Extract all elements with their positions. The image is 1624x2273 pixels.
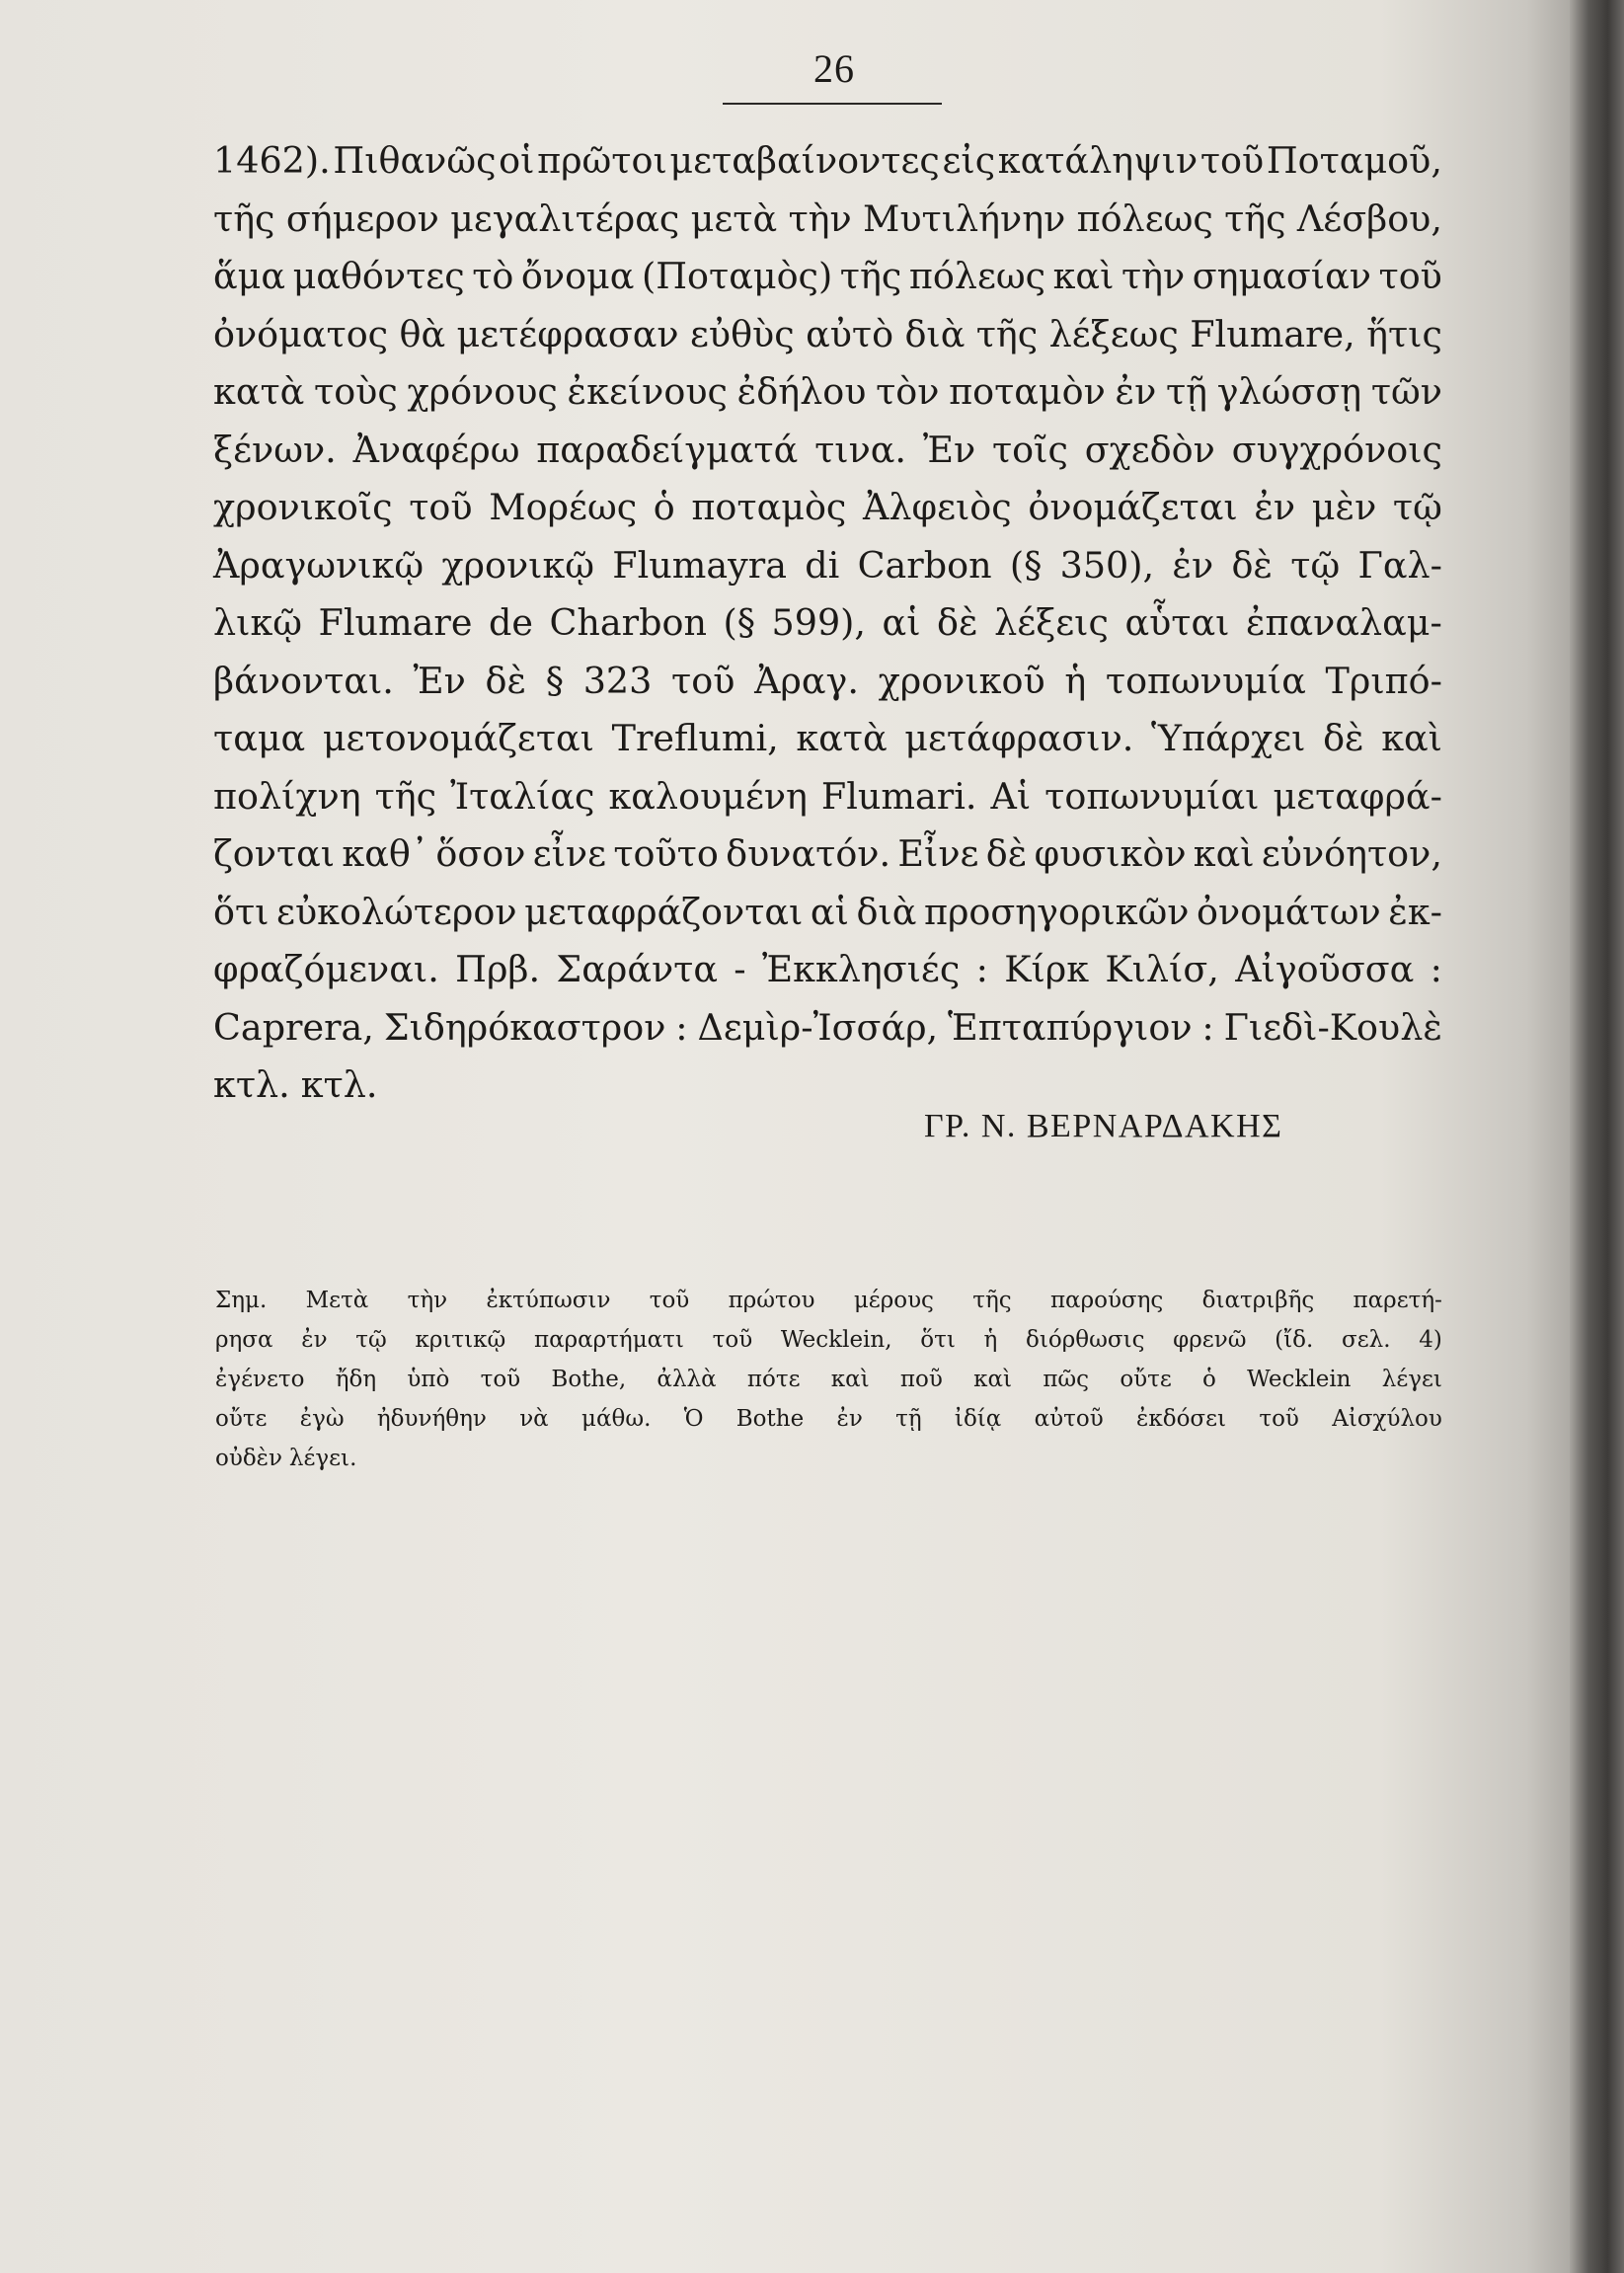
word: ἠδυνήθην	[376, 1406, 487, 1432]
word: δὲ	[937, 601, 978, 644]
word: τοῖς	[991, 428, 1068, 471]
word: μεταφράζονται	[524, 890, 804, 933]
word: χρονικῷ	[441, 543, 595, 587]
word: νὰ	[519, 1406, 549, 1432]
text-line	[213, 191, 1442, 249]
book-spine-shadow	[1570, 0, 1624, 2273]
word: τοπωνυμίαι	[1044, 774, 1260, 818]
word: :	[1430, 948, 1442, 990]
word: χρόνους	[407, 370, 558, 413]
word: διόρθωσις	[1026, 1327, 1145, 1353]
text-line	[213, 594, 1442, 653]
word: κατάληψιν	[997, 139, 1199, 182]
word: τὴν	[788, 196, 852, 240]
word: θὰ	[399, 312, 446, 355]
word: Ἀραγ.	[754, 659, 859, 702]
word: χρονικοῖς	[213, 486, 393, 528]
word: τοῦ	[1259, 1406, 1299, 1432]
word: ἐγὼ	[299, 1406, 345, 1432]
word: πόλεως	[1076, 196, 1213, 240]
word: ἐν	[1254, 486, 1296, 528]
word: (§	[723, 601, 755, 644]
word: διὰ	[856, 890, 917, 933]
word: τοῦ	[649, 1288, 690, 1313]
word: Ποταμοῦ,	[1266, 139, 1442, 182]
word: τοὺς	[314, 370, 398, 413]
word: πρώτου	[728, 1288, 815, 1313]
word: Ἰταλίας	[450, 774, 595, 818]
word: μετὰ	[690, 196, 778, 240]
word: αὐτοῦ	[1034, 1406, 1104, 1432]
word: Πρβ.	[455, 948, 541, 990]
word: τοῦ	[1199, 139, 1265, 182]
word: γλώσσῃ	[1216, 370, 1362, 413]
word: Treflumi,	[611, 717, 779, 759]
word: μέρους	[853, 1288, 934, 1313]
word: Μυτιλήνην	[862, 196, 1066, 240]
word: 1462).	[213, 139, 331, 182]
word: μετέφρασαν	[456, 312, 679, 355]
page-number: 26	[813, 46, 855, 91]
word: εἶνε	[532, 832, 607, 875]
word: Ὑπάρχει	[1150, 717, 1306, 759]
word: (§	[1009, 543, 1043, 587]
word: ὀνομάζεται	[1028, 486, 1238, 528]
word: τοῦ	[1378, 255, 1442, 297]
text-line	[213, 653, 1442, 711]
word: ἤδη	[335, 1367, 377, 1392]
word: λέξεις	[994, 601, 1109, 644]
word: τὴν	[1121, 255, 1186, 297]
word: μεγαλιτέρας	[450, 196, 680, 240]
word: τὸν	[876, 370, 940, 413]
word: δὲ	[985, 832, 1028, 875]
word: κατὰ	[213, 370, 305, 413]
word: ὅσον	[435, 832, 526, 875]
word: αὐτὸ	[806, 312, 894, 355]
word: μετάφρασιν.	[904, 717, 1134, 759]
word: καθ᾽	[342, 832, 429, 875]
word: 599),	[771, 601, 867, 644]
word: δὲ	[1231, 543, 1273, 587]
word: ὑπὸ	[407, 1367, 450, 1392]
word: de	[489, 601, 533, 644]
footnote-line	[215, 1399, 1442, 1439]
text-line	[213, 537, 1442, 595]
word: ρησα	[215, 1327, 273, 1353]
word: λικῷ	[213, 601, 303, 644]
word: 4)	[1419, 1327, 1442, 1353]
text-line	[213, 363, 1442, 422]
word: προσηγορικῶν	[923, 890, 1190, 933]
word: τῆς	[839, 255, 902, 297]
word: ὁ	[1202, 1367, 1216, 1392]
word: καὶ	[973, 1367, 1013, 1392]
word: εὐθὺς	[689, 312, 795, 355]
word: τὴν	[407, 1288, 448, 1313]
word: φρενῶ	[1173, 1327, 1247, 1353]
word: οὔτε	[1120, 1367, 1172, 1392]
word: ποῦ	[899, 1367, 943, 1392]
word: σημασίαν	[1192, 255, 1371, 297]
word: Γαλ-	[1357, 543, 1442, 587]
word: μετονομάζεται	[322, 717, 594, 759]
word: κατὰ	[796, 717, 888, 759]
text-line	[213, 941, 1442, 999]
text-line	[213, 1057, 1442, 1115]
footnote-line	[215, 1439, 1442, 1478]
word: ἥτις	[1366, 312, 1442, 355]
text-line	[213, 999, 1442, 1058]
word: 350),	[1059, 543, 1155, 587]
word: Ἐν	[922, 428, 976, 471]
word: τῆς	[972, 1288, 1012, 1313]
word: τοῦ	[671, 659, 735, 702]
text-line	[213, 306, 1442, 364]
word: :	[675, 1005, 688, 1049]
word: Μορέως	[489, 486, 638, 528]
word: ὅτι	[920, 1327, 956, 1353]
word: τῷ	[355, 1327, 387, 1353]
footnote-line	[215, 1281, 1442, 1320]
word: ἰδίᾳ	[954, 1406, 1002, 1432]
word: ἡ	[1064, 659, 1087, 702]
word: αἱ	[882, 601, 921, 644]
word: βάνονται.	[213, 659, 394, 702]
word: Wecklein	[1247, 1367, 1352, 1392]
word: ἐν	[836, 1406, 863, 1432]
word: τῇ	[895, 1406, 922, 1432]
word: ὁ	[653, 486, 675, 528]
text-line	[213, 422, 1442, 480]
text-line	[213, 248, 1442, 306]
word: ἐγένετο	[215, 1367, 305, 1392]
word: τοῦ	[712, 1327, 753, 1353]
word: Κιλίσ,	[1105, 948, 1219, 990]
word: τῷ	[1392, 486, 1442, 528]
word: Τριπό-	[1325, 659, 1442, 702]
word: μεταφρά-	[1273, 774, 1442, 818]
word: Κίρκ	[1004, 948, 1090, 990]
word: ἐν	[1172, 543, 1214, 587]
word: πρῶτοι	[537, 139, 667, 182]
word: τῇ	[1165, 370, 1208, 413]
word: τῆς	[213, 196, 275, 240]
word: Ἐκκλησιές	[761, 948, 961, 990]
word: μὲν	[1311, 486, 1377, 528]
word: Ἀναφέρω	[352, 428, 520, 471]
author-signature: ΓΡ. Ν. ΒΕΡΝΑΡΔΑΚΗΣ	[924, 1108, 1283, 1144]
word: οὐδὲν	[215, 1446, 283, 1471]
word: εὐκολώτερον	[276, 890, 517, 933]
word: καὶ	[1381, 717, 1442, 759]
word: παραδείγματά	[536, 428, 799, 471]
word: Carbon	[857, 543, 992, 587]
word: τοῦ	[409, 486, 473, 528]
word: πότε	[746, 1367, 801, 1392]
word: κτλ.	[300, 1063, 378, 1106]
word: μάθω.	[581, 1406, 652, 1432]
word: τοῦ	[480, 1367, 521, 1392]
word: Bothe	[735, 1406, 805, 1432]
word: ποταμὸς	[691, 486, 847, 528]
word: δυνατόν.	[726, 832, 891, 875]
word: Charbon	[549, 601, 707, 644]
word: -	[734, 948, 746, 990]
word: Αἰσχύλου	[1332, 1406, 1442, 1432]
word: τὸ	[472, 255, 514, 297]
word: παραρτήματι	[533, 1327, 684, 1353]
word: Caprera,	[213, 1005, 374, 1049]
word: τῆς	[975, 312, 1039, 355]
word: :	[975, 948, 988, 990]
word: ξένων.	[213, 428, 337, 471]
word: ἐκτύπωσιν	[486, 1288, 611, 1313]
word: αἱ	[810, 890, 849, 933]
footnote-line	[215, 1320, 1442, 1360]
word: εἰς	[942, 139, 996, 182]
word: διὰ	[904, 312, 966, 355]
word: Ἀραγωνικῷ	[213, 543, 425, 587]
body-text	[213, 132, 1442, 1115]
word: Flumare	[318, 601, 473, 644]
word: ἐπαναλαμ-	[1245, 601, 1442, 644]
word: εὐνόητον,	[1261, 832, 1442, 875]
word: Μετὰ	[305, 1288, 369, 1313]
word: μεταβαίνοντες	[669, 139, 940, 182]
word: Εἶνε	[897, 832, 979, 875]
word: παρούσης	[1049, 1288, 1164, 1313]
word: τινα.	[814, 428, 907, 471]
text-line	[213, 884, 1442, 942]
word: ἀλλὰ	[657, 1367, 717, 1392]
word: ὄνομα	[520, 255, 635, 297]
word: Flumari.	[820, 774, 977, 818]
word: :	[1201, 1005, 1214, 1049]
word: καὶ	[1193, 832, 1255, 875]
word: ἅμα	[213, 255, 286, 297]
word: πολίχνη	[213, 774, 361, 818]
word: ἡ	[983, 1327, 998, 1353]
word: (Ποταμὸς)	[641, 255, 833, 297]
word: ταμα	[213, 717, 306, 759]
word: λέγει.	[288, 1446, 357, 1471]
word: χρονικοῦ	[878, 659, 1045, 702]
word: ὅτι	[213, 890, 270, 933]
word: τοῦτο	[613, 832, 719, 875]
word: σελ.	[1342, 1327, 1391, 1353]
word: κτλ.	[213, 1063, 290, 1106]
text-line	[213, 768, 1442, 826]
word: Σαράντα	[556, 948, 718, 990]
word: Γιεδὶ-Κουλὲ	[1223, 1005, 1442, 1049]
word: τῶν	[1370, 370, 1442, 413]
word: οἱ	[499, 139, 535, 182]
word: Σημ.	[215, 1288, 268, 1313]
word: παρετή-	[1353, 1288, 1442, 1313]
word: διατριβῆς	[1201, 1288, 1315, 1313]
word: Πιθανῶς	[333, 139, 497, 182]
word: ἐδήλου	[736, 370, 867, 413]
word: καὶ	[1052, 255, 1115, 297]
word: κριτικῷ	[415, 1327, 506, 1353]
word: καὶ	[830, 1367, 870, 1392]
word: ποταμὸν	[949, 370, 1106, 413]
word: Λέσβου,	[1296, 196, 1442, 240]
word: ἐκείνους	[567, 370, 728, 413]
word: §	[545, 659, 565, 702]
text-line	[213, 479, 1442, 537]
text-line	[213, 825, 1442, 884]
word: δὲ	[485, 659, 527, 702]
word: Ἐν	[413, 659, 466, 702]
word: Ἀλφειὸς	[863, 486, 1012, 528]
word: ὀνομάτων	[1197, 890, 1381, 933]
text-line	[213, 710, 1442, 768]
word: καλουμένη	[608, 774, 808, 818]
word: ἐκ-	[1388, 890, 1442, 933]
word: Flumayra	[612, 543, 788, 587]
word: αὗται	[1124, 601, 1230, 644]
word: di	[805, 543, 840, 587]
word: Ἑπταπύργιον	[948, 1005, 1193, 1049]
word: Wecklein,	[780, 1327, 892, 1353]
word: τῷ	[1290, 543, 1341, 587]
word: μαθόντες	[292, 255, 465, 297]
footnote	[215, 1281, 1442, 1478]
word: Αἱ	[990, 774, 1032, 818]
word: Αἰγοῦσσα	[1235, 948, 1415, 990]
word: πόλεως	[908, 255, 1046, 297]
word: Σιδηρόκαστρον	[383, 1005, 666, 1049]
word: ἐν	[301, 1327, 328, 1353]
word: Ὁ	[683, 1406, 704, 1432]
word: σήμερον	[285, 196, 439, 240]
word: πῶς	[1043, 1367, 1090, 1392]
word: συγχρόνοις	[1231, 428, 1442, 471]
footnote-line	[215, 1360, 1442, 1399]
text-line	[213, 132, 1442, 191]
word: τῆς	[1224, 196, 1286, 240]
word: ἐκδόσει	[1136, 1406, 1227, 1432]
word: ἐν	[1115, 370, 1157, 413]
word: φραζόμεναι.	[213, 948, 439, 990]
word: ζονται	[213, 832, 336, 875]
word: φυσικὸν	[1034, 832, 1187, 875]
word: ὀνόματος	[213, 312, 389, 355]
word: 323	[582, 659, 653, 702]
word: (ἴδ.	[1275, 1327, 1314, 1353]
word: λέξεως	[1048, 312, 1179, 355]
word: δὲ	[1323, 717, 1364, 759]
word: Δεμὶρ-Ἰσσάρ,	[697, 1005, 939, 1049]
word: Flumare,	[1190, 312, 1355, 355]
page-number-rule	[723, 103, 942, 105]
word: οὔτε	[215, 1406, 268, 1432]
word: τοπωνυμία	[1105, 659, 1306, 702]
word: τῆς	[374, 774, 437, 818]
word: λέγει	[1381, 1367, 1442, 1392]
word: Bothe,	[551, 1367, 627, 1392]
word: σχεδὸν	[1084, 428, 1215, 471]
